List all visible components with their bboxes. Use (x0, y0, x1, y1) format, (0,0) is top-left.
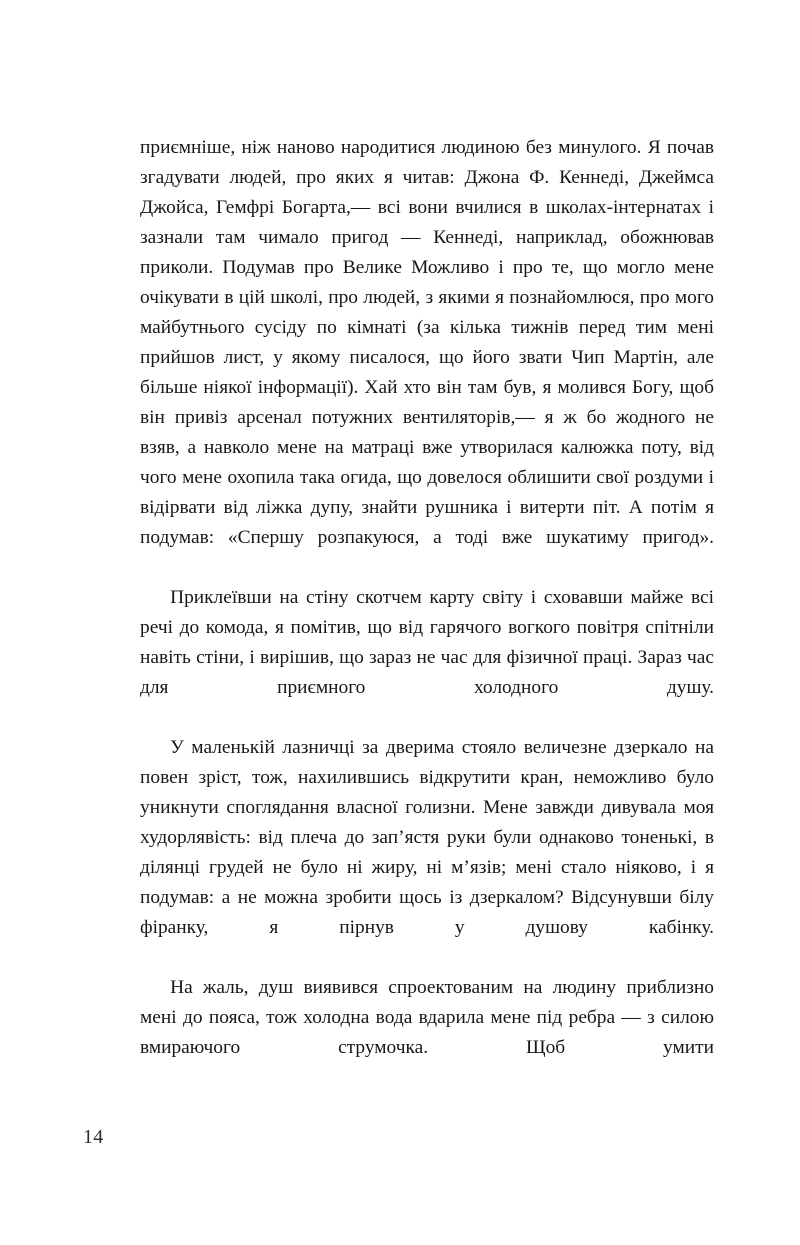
body-paragraph: У маленькій лазничці за дверима стояло величезне дзеркало на повен зріст, тож, нахилившись відкрутити кран, неможливо було уникнути споглядання власної голизни. Мене завжди дивувала моя худорлявість: від плеча до зап’ястя руки були однаково тоненькі, в ділянці грудей не було ні жиру, ні м’язів; мені стало ніяково, і я подумав: а не можна зробити щось із дзеркалом? Відсунувши білу фіранку, я пірнув у душову кабінку. (140, 737, 714, 938)
body-paragraph: На жаль, душ виявився спроектованим на людину приблизно мені до пояса, тож холодна вода вдарила мене під ребра — з силою вмираючого струмочка. Щоб умити (140, 977, 714, 1058)
page-text-block (140, 133, 714, 1093)
page-number: 14 (83, 1126, 104, 1148)
body-paragraph: приємніше, ніж наново народитися людиною без минулого. Я почав згадувати людей, про яких я читав: Джона Ф. Кеннеді, Джеймса Джойса, Гемфрі Богарта,— всі вони вчилися в школах-інтернатах і зазнали там чимало пригод — Кеннеді, наприклад, обожнював приколи. Подумав про Велике Можливо і про те, що могло мене очікувати в цій школі, про людей, з якими я познайомлюся, про мого майбутнього сусіду по кімнаті (за кілька тижнів перед тим мені прийшов лист, у якому писалося, що його звати Чип Мартін, але більше ніякої інформації). Хай хто він там був, я молився Богу, щоб він привіз арсенал потужних вентиляторів,— я ж бо жодного не взяв, а навколо мене на матраці вже утворилася калюжка поту, від чого мене охопила така огида, що довелося облишити свої роздуми і відірвати від ліжка дупу, знайти рушника і витерти піт. А потім я подумав: «Спершу розпакуюся, а тоді вже шукатиму пригод». (140, 137, 714, 548)
body-paragraph: Приклеївши на стіну скотчем карту світу і сховавши майже всі речі до комода, я помітив, що від гарячого вогкого повітря спітніли навіть стіни, і вирішив, що зараз не час для фізичної праці. Зараз час для приємного холодного душу. (140, 587, 714, 698)
